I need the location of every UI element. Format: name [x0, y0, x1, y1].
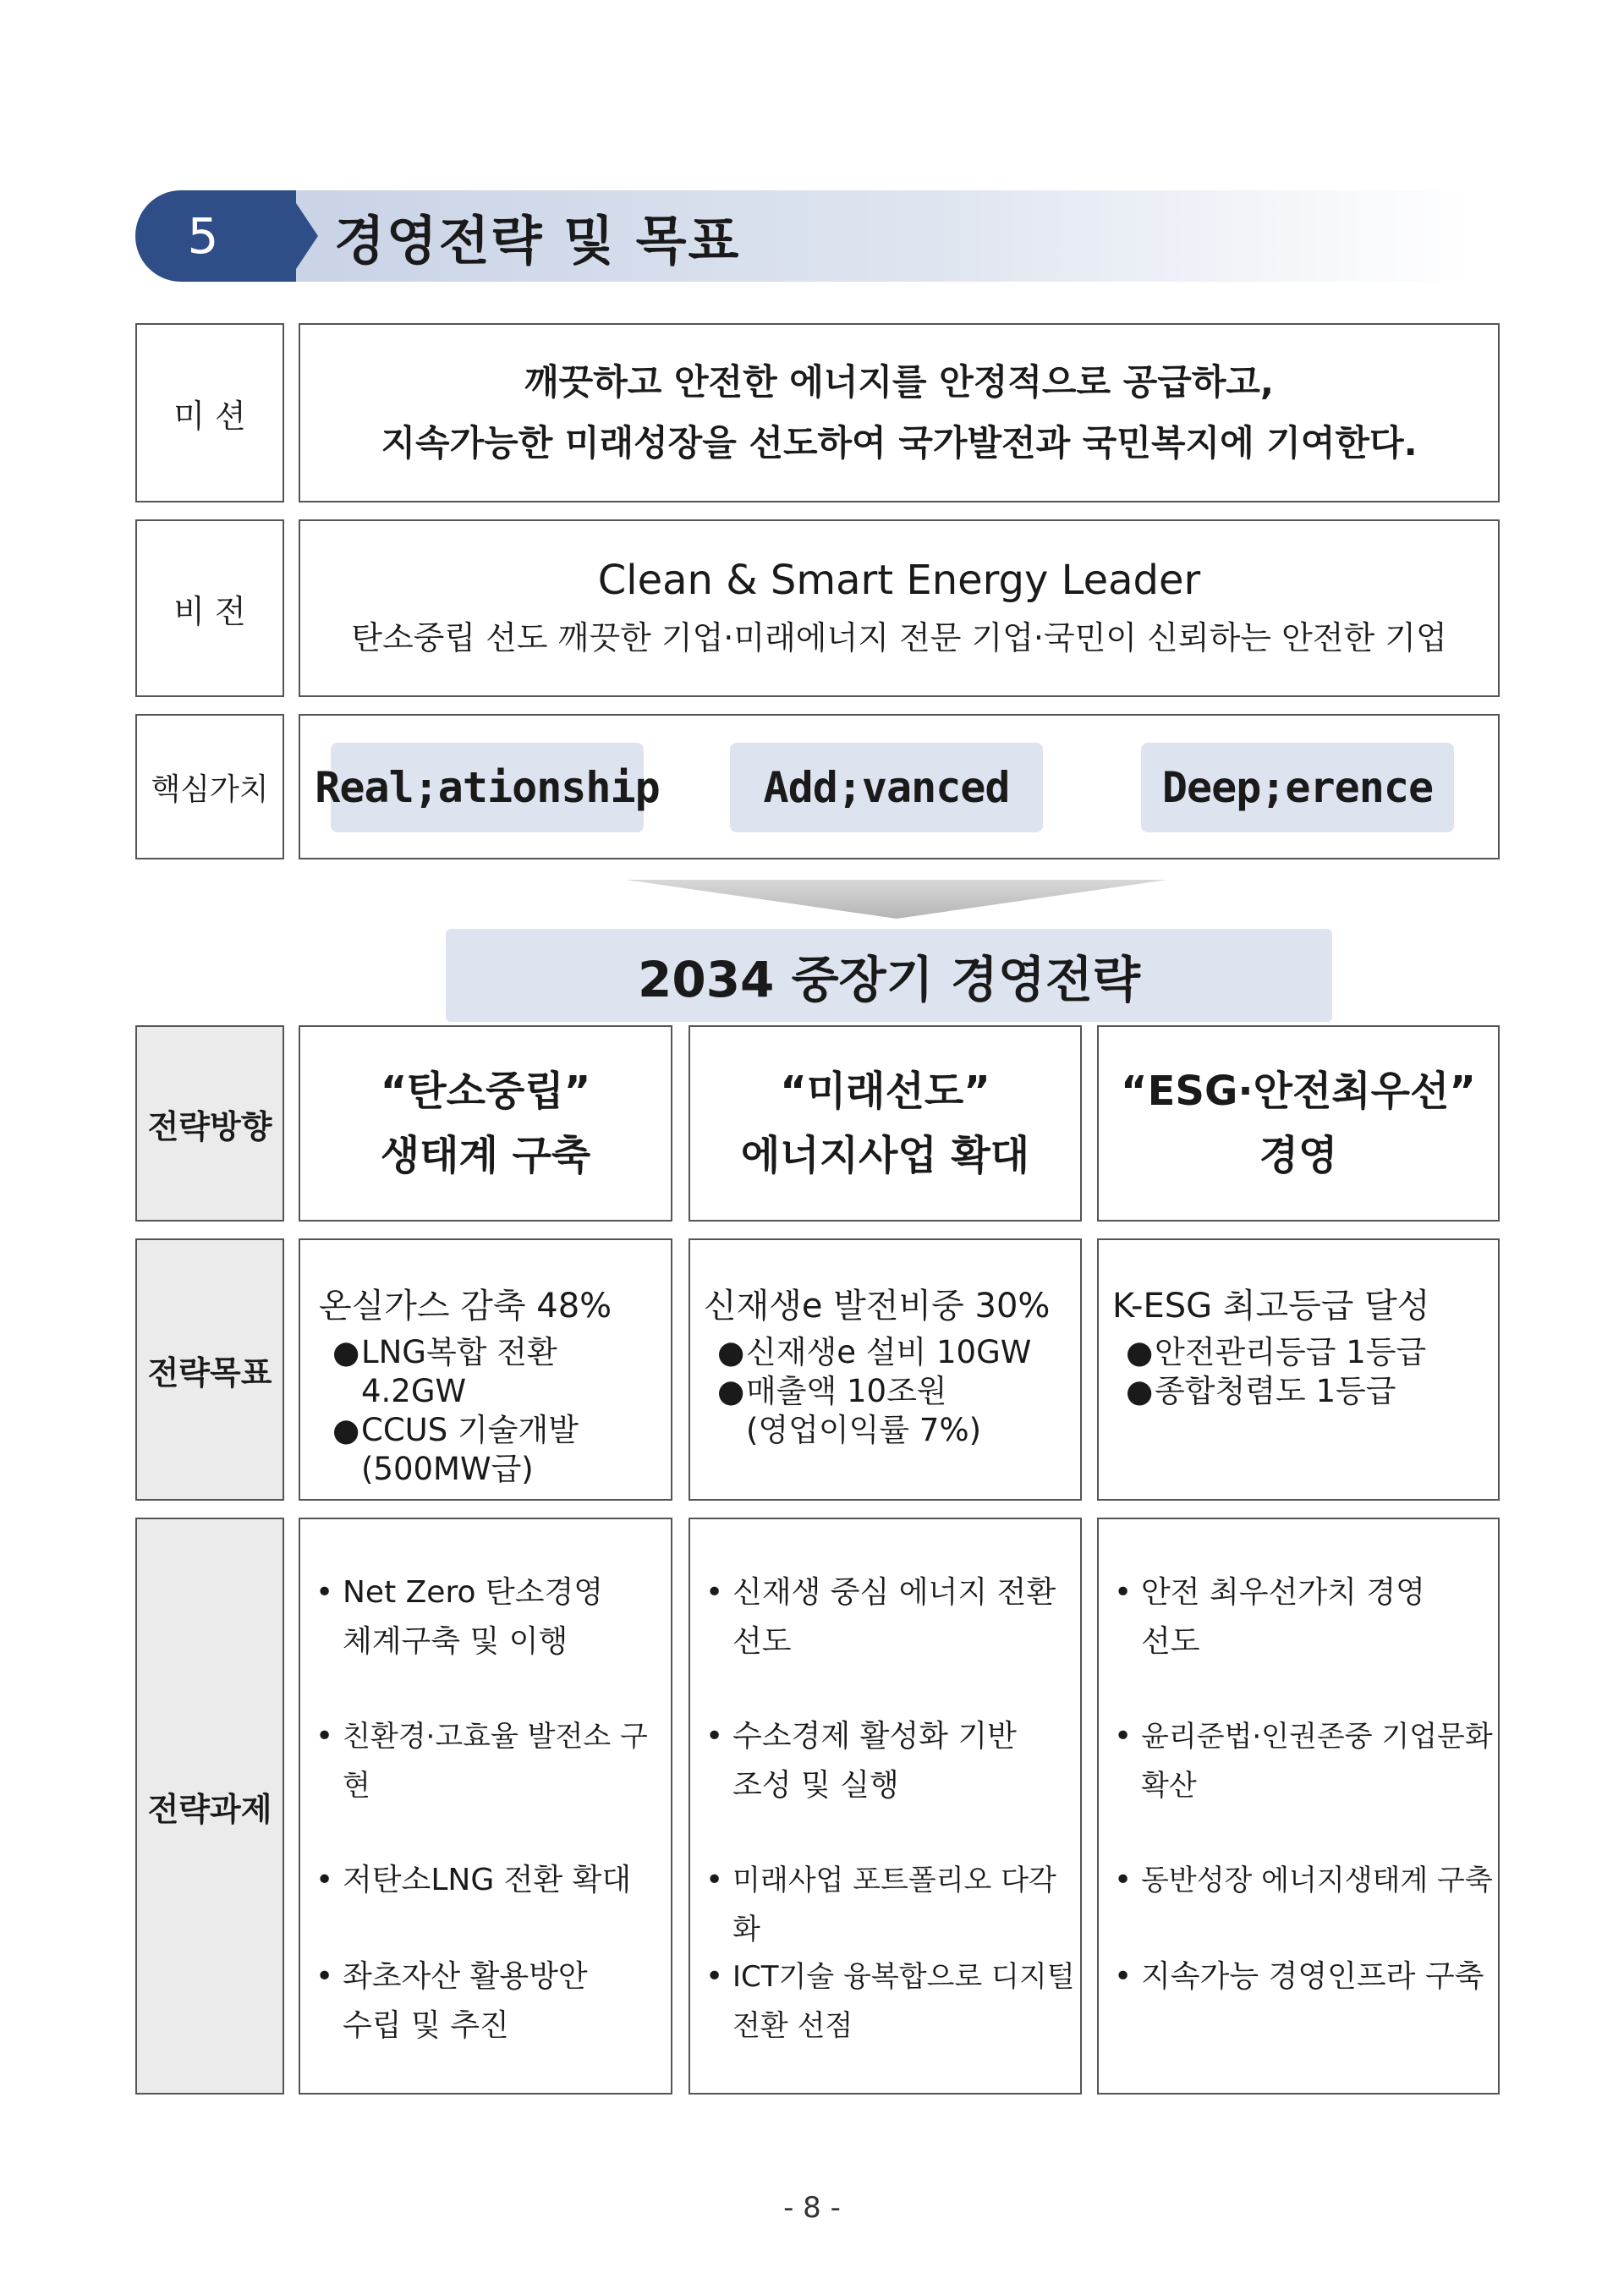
direction-label: 전략방향 [135, 1025, 284, 1222]
list-item: ● 안전관리등급 1등급 [1126, 1334, 1427, 1370]
task-cell-2 [689, 1518, 1082, 2095]
task-label: 전략과제 [135, 1518, 284, 2095]
bullet-dot-icon: ● [717, 1334, 745, 1370]
list-item: • 좌초자산 활용방안 수립 및 추진 [315, 1959, 588, 2043]
list-item: • Net Zero 탄소경영 체계구축 및 이행 [315, 1575, 604, 1659]
core-value-deeperence: Deep;erence [1141, 743, 1454, 832]
bullet-dot-icon: ● [717, 1373, 745, 1409]
bullet-dot-icon: ● [1126, 1373, 1154, 1409]
goal-cell-2 [689, 1238, 1082, 1501]
bullet-dot-icon: ● [332, 1334, 360, 1370]
list-item: ● 매출액 10조원 [717, 1373, 947, 1409]
direction-1-line2: 생태계 구축 [380, 1132, 591, 1179]
mission-label: 미 션 [135, 323, 284, 502]
list-item: ● CCUS 기술개발 [332, 1412, 579, 1448]
direction-1-line1: “탄소중립” [380, 1068, 591, 1115]
section-number-badge [135, 190, 296, 282]
direction-2-line1: “미래선도” [780, 1068, 990, 1115]
bullet-dot-icon: ● [1126, 1334, 1154, 1370]
direction-2-line2: 에너지사업 확대 [740, 1132, 1030, 1179]
vision-description: 탄소중립 선도 깨끗한 기업·미래에너지 전문 기업·국민이 신뢰하는 안전한 기업 [351, 619, 1447, 656]
bullet-dot-icon: ● [332, 1412, 360, 1448]
core-value-relationship: Real;ationship [331, 743, 644, 832]
direction-cell-2 [689, 1025, 1082, 1222]
goal-1-note: (500MW급) [361, 1451, 534, 1487]
mission-line-2: 지속가능한 미래성장을 선도하여 국가발전과 국민복지에 기여한다. [381, 422, 1418, 464]
section-title: 경영전략 및 목표 [334, 209, 741, 272]
list-item: • 안전 최우선가치 경영 선도 [1114, 1575, 1425, 1659]
vision-box [299, 519, 1500, 697]
goal-cell-3 [1097, 1238, 1500, 1501]
mission-box [299, 323, 1500, 502]
list-item: ● LNG복합 전환 4.2GW [332, 1334, 557, 1409]
goal-1-head: 온실가스 감축 48% [319, 1287, 612, 1326]
list-item: ● 종합청렴도 1등급 [1126, 1373, 1396, 1409]
list-item: • 윤리준법·인권존중 기업문화 확산 [1114, 1719, 1493, 1803]
task-cell-3 [1097, 1518, 1500, 2095]
vision-label: 비 전 [135, 519, 284, 697]
goal-2-head: 신재생e 발전비중 30% [704, 1287, 1051, 1326]
list-item: • 지속가능 경영인프라 구축 [1114, 1959, 1484, 1994]
list-item: • 동반성장 에너지생태계 구축 [1114, 1863, 1493, 1897]
list-item: ● 신재생e 설비 10GW [717, 1334, 1032, 1370]
goal-2-note: (영업이익률 7%) [746, 1412, 982, 1448]
mission-line-1: 깨끗하고 안전한 에너지를 안정적으로 공급하고, [524, 361, 1274, 403]
list-item: • 친환경·고효율 발전소 구현 [315, 1719, 648, 1803]
vision-slogan: Clean & Smart Energy Leader [597, 557, 1201, 604]
strategy-title: 2034 중장기 경영전략 [446, 929, 1332, 1022]
direction-3-line1: “ESG·안전최우선” [1121, 1068, 1476, 1115]
goal-3-head: K-ESG 최고등급 달성 [1112, 1287, 1430, 1326]
core-values-box [299, 714, 1500, 859]
direction-cell-3 [1097, 1025, 1500, 1222]
core-values-label: 핵심가치 [135, 714, 284, 859]
goal-cell-1 [299, 1238, 672, 1501]
funnel-arrow [626, 880, 1167, 919]
list-item: • 신재생 중심 에너지 전환 선도 [705, 1575, 1056, 1659]
goal-label: 전략목표 [135, 1238, 284, 1501]
page-number: - 8 - [783, 2191, 841, 2225]
direction-cell-1 [299, 1025, 672, 1222]
section-number: 5 [187, 207, 219, 265]
list-item: • 저탄소LNG 전환 확대 [315, 1863, 632, 1897]
list-item: • 미래사업 포트폴리오 다각화 [705, 1863, 1056, 1946]
list-item: • ICT기술 융복합으로 디지털 전환 선점 [705, 1959, 1075, 2043]
core-value-advanced: Add;vanced [730, 743, 1043, 832]
direction-3-line2: 경영 [1259, 1132, 1338, 1179]
section-number-arrow [288, 190, 318, 282]
list-item: • 수소경제 활성화 기반 조성 및 실행 [705, 1719, 1017, 1803]
task-cell-1 [299, 1518, 672, 2095]
